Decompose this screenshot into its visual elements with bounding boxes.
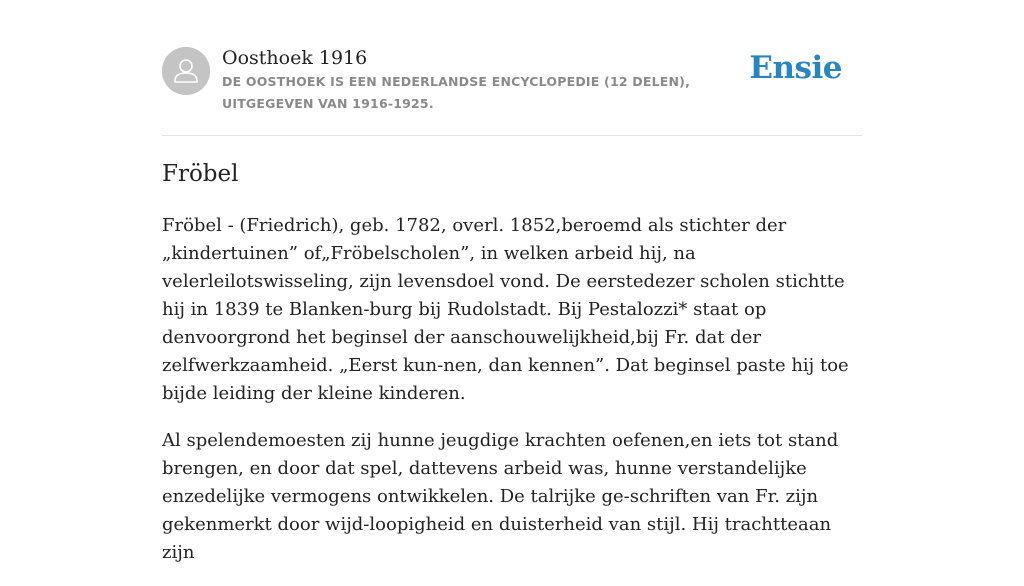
source-header bbox=[162, 0, 862, 136]
source-avatar[interactable] bbox=[162, 47, 210, 95]
article-title: Fröbel bbox=[162, 161, 239, 187]
user-icon bbox=[162, 47, 210, 95]
ensie-logo[interactable]: Ensie bbox=[749, 50, 842, 86]
source-info bbox=[222, 45, 762, 115]
article-paragraph: Fröbel - (Friedrich), geb. 1782, overl. 1852,beroemd als stichter der „kindertuinen” of„Fröbelscholen”, in welken arbeid hij, na velerleilotswisseling, zijn levensdoel vond. De eerstedezer scholen stichtte hij in 1839 te Blanken-burg bij Rudolstadt. Bij Pestalozzi* staat op denvoorgrond het beginsel der aanschouwelijkheid,bij Fr. dat der zelfwerkzaamheid. „Eerst kun-nen, dan kennen”. Dat beginsel paste hij toe bijde leiding der kleine kinderen. bbox=[162, 215, 849, 404]
page-container bbox=[162, 0, 862, 563]
source-description: DE OOSTHOEK IS EEN NEDERLANDSE ENCYCLOPEDIE (12 DELEN), UITGEGEVEN VAN 1916-1925. bbox=[222, 74, 691, 111]
article-body bbox=[162, 212, 862, 586]
source-title-link[interactable]: Oosthoek 1916 bbox=[222, 47, 368, 69]
article-paragraph: Al spelendemoesten zij hunne jeugdige krachten oefenen,en iets tot stand brengen, en door dat spel, dattevens arbeid was, hunne verstandelijke enzedelijke vermogens ontwikkelen. De talrijke ge-schriften van Fr. zijn gekenmerkt door wijd-loopigheid en duisterheid van stijl. Hij trachtteaan zijn bbox=[162, 430, 839, 563]
